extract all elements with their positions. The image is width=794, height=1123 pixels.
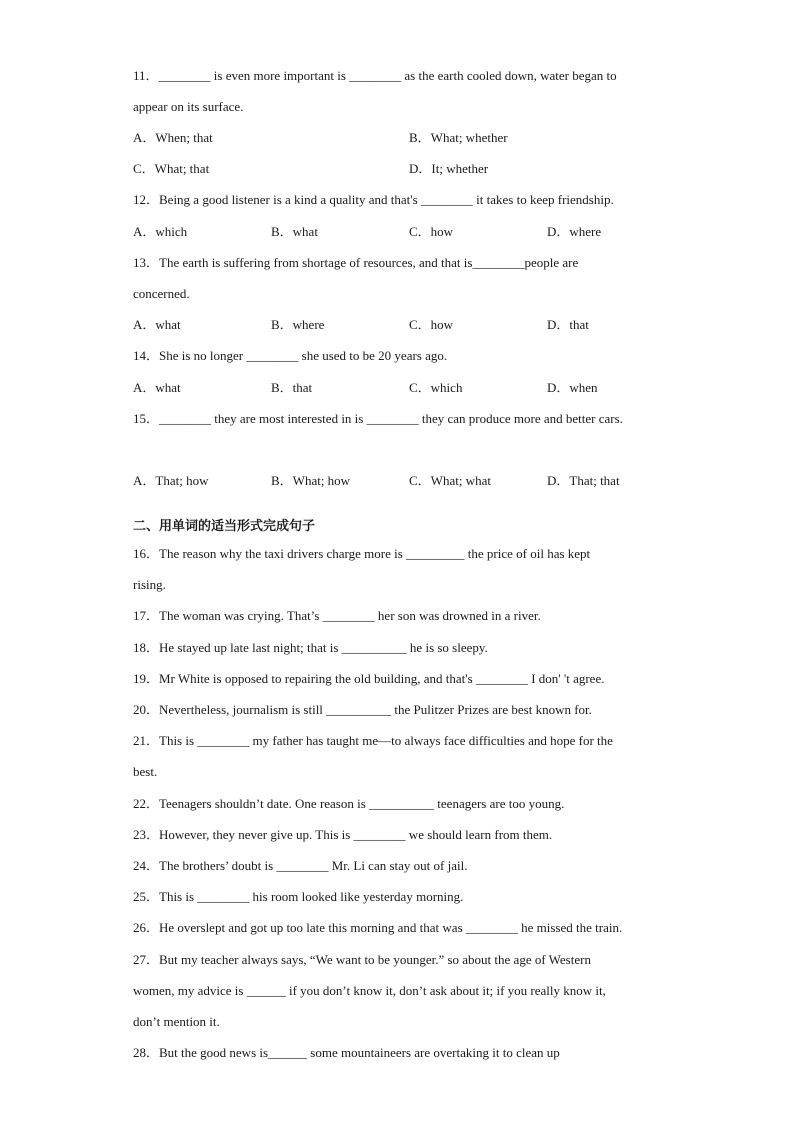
question-12-option-c: C．how [409, 224, 454, 239]
question-22-text: 22．Teenagers shouldn’t date. One reason is __________ teenagers are too young. [133, 796, 565, 811]
question-14-option-b: B．that [271, 380, 313, 395]
question-15-option-c: C．What; what [409, 473, 491, 488]
question-11-option-c: C．What; that [133, 161, 210, 176]
question-27-text: 27．But my teacher always says, “We want to be younger.” so about the age of Western [133, 952, 591, 967]
question-12-text: 12．Being a good listener is a kind a quality and that's ________ it takes to keep friendship. [133, 192, 614, 207]
question-27-text-cont: women, my advice is ______ if you don’t know it, don’t ask about it; if you really know it, [133, 983, 606, 998]
section-2-title: 二、用单词的适当形式完成句子 [133, 519, 316, 534]
question-25-text: 25．This is ________ his room looked like yesterday morning. [133, 889, 464, 904]
question-16-text: 16．The reason why the taxi drivers charge more is _________ the price of oil has kept [133, 546, 591, 561]
question-14-text: 14．She is no longer ________ she used to be 20 years ago. [133, 348, 448, 363]
question-11-text: 11．________ is even more important is ________ as the earth cooled down, water began to [133, 68, 617, 83]
question-13-option-d: D．that [547, 317, 589, 332]
question-11-option-b: B．What; whether [409, 130, 508, 145]
question-12-option-b: B．what [271, 224, 318, 239]
question-12-option-d: D．where [547, 224, 602, 239]
question-20-text: 20．Nevertheless, journalism is still __________ the Pulitzer Prizes are best known for. [133, 702, 592, 717]
question-12-option-a: A．which [133, 224, 188, 239]
question-14-option-a: A．what [133, 380, 181, 395]
question-15-text: 15．________ they are most interested in is ________ they can produce more and better cars. [133, 411, 623, 426]
question-24-text: 24．The brothers’ doubt is ________ Mr. Li can stay out of jail. [133, 858, 468, 873]
question-14-option-c: C．which [409, 380, 463, 395]
question-11-option-d: D．It; whether [409, 161, 489, 176]
question-15-option-b: B．What; how [271, 473, 351, 488]
question-18-text: 18．He stayed up late last night; that is __________ he is so sleepy. [133, 640, 488, 655]
question-16-text-cont: rising. [133, 577, 166, 592]
question-13-text: 13．The earth is suffering from shortage of resources, and that is________people are [133, 255, 579, 270]
question-27-text-cont-2: don’t mention it. [133, 1014, 220, 1029]
question-15-option-d: D．That; that [547, 473, 620, 488]
question-28-text: 28．But the good news is______ some mountaineers are overtaking it to clean up [133, 1045, 560, 1060]
question-11-option-a: A．When; that [133, 130, 213, 145]
question-13-text-cont: concerned. [133, 286, 190, 301]
question-21-text: 21．This is ________ my father has taught me—to always face difficulties and hope for the [133, 733, 613, 748]
question-21-text-cont: best. [133, 764, 158, 779]
question-14-option-d: D．when [547, 380, 598, 395]
question-19-text: 19．Mr White is opposed to repairing the old building, and that's ________ I don' 't agree. [133, 671, 605, 686]
question-13-option-a: A．what [133, 317, 181, 332]
question-15-option-a: A．That; how [133, 473, 209, 488]
question-13-option-b: B．where [271, 317, 325, 332]
question-11-text-cont: appear on its surface. [133, 99, 244, 114]
question-13-option-c: C．how [409, 317, 454, 332]
question-23-text: 23．However, they never give up. This is ________ we should learn from them. [133, 827, 553, 842]
question-26-text: 26．He overslept and got up too late this morning and that was ________ he missed the train. [133, 920, 623, 935]
question-17-text: 17．The woman was crying. That’s ________ her son was drowned in a river. [133, 608, 541, 623]
